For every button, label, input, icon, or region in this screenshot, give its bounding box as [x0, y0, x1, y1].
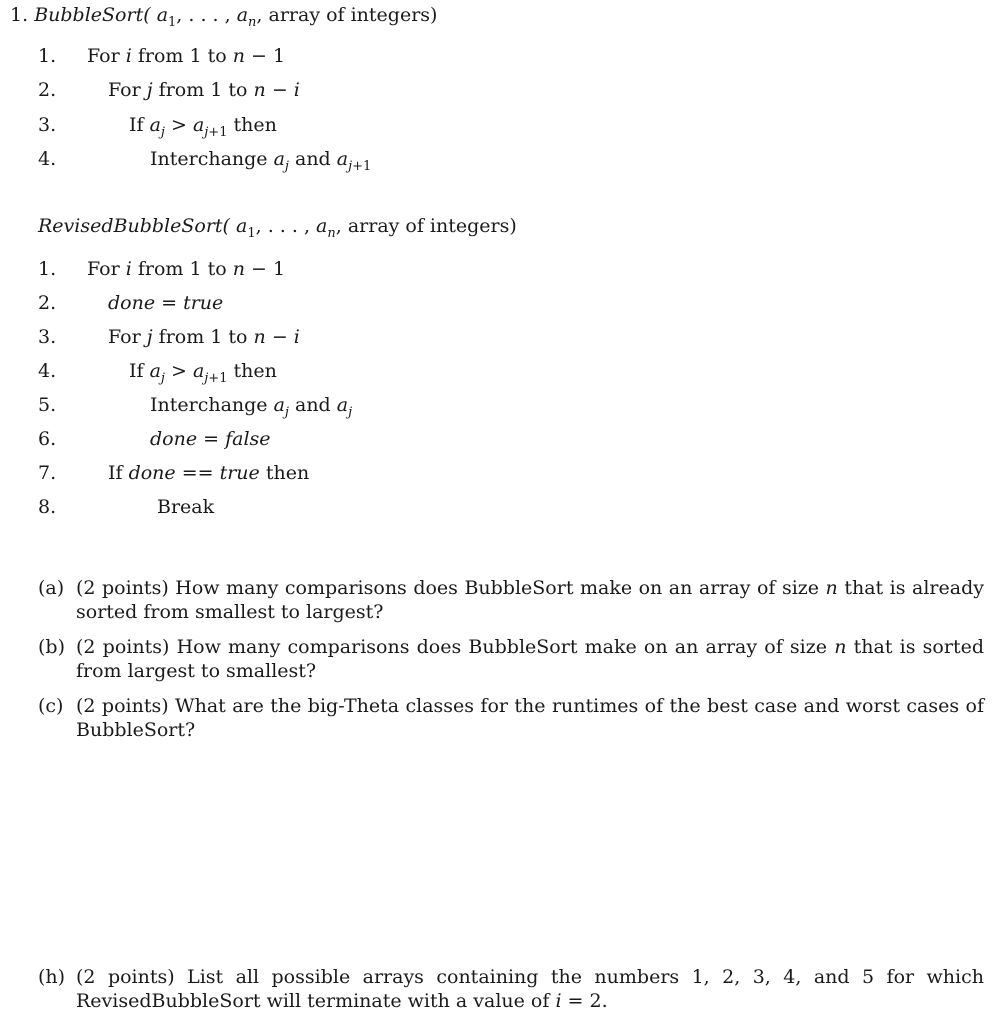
question-label: (c): [38, 695, 64, 717]
bubblesort-name: BubbleSort: [34, 4, 144, 26]
bubblesort-header: 1. BubbleSort( $a_1$, . . . , $a_n$, array of integers): [10, 4, 438, 30]
bubblesort-params: array of integers): [268, 4, 438, 26]
line-number: 5.: [38, 394, 57, 416]
rev-code-line-6: done = false: [150, 428, 271, 450]
problem-number: 1.: [10, 4, 29, 26]
question-label: (a): [38, 577, 65, 599]
question-c-text: (2 points) What are the big-Theta classes for the runtimes of the best case and worst cases of BubbleSort?: [76, 695, 984, 741]
question-label: (h): [38, 966, 66, 988]
revised-name: RevisedBubbleSort: [38, 215, 223, 237]
code-line-3: If $a_j > a_{j+1}$ then: [129, 114, 277, 140]
line-number: 7.: [38, 462, 57, 484]
code-line-4: Interchange $a_j$ and $a_{j+1}$: [150, 148, 372, 174]
line-number: 6.: [38, 428, 57, 450]
rev-code-line-5: Interchange $a_j$ and $a_j$: [150, 394, 353, 420]
revised-params: array of integers): [347, 215, 517, 237]
line-number: 3.: [38, 326, 57, 348]
line-number: 2.: [38, 292, 57, 314]
rev-code-line-4: If $a_j > a_{j+1}$ then: [129, 360, 277, 386]
rev-code-line-3: For j from 1 to n − i: [108, 326, 300, 348]
line-number: 2.: [38, 79, 57, 101]
question-a-text: (2 points) How many comparisons does BubbleSort make on an array of size n that is already sorted from smallest to largest?: [76, 577, 984, 623]
question-label: (b): [38, 636, 65, 658]
rev-code-line-8: Break: [157, 496, 215, 518]
rev-code-line-1: For i from 1 to n − 1: [87, 258, 286, 280]
line-number: 4.: [38, 148, 57, 170]
question-h-text: (2 points) List all possible arrays containing the numbers 1, 2, 3, 4, and 5 for which RevisedBubbleSort will terminate with a value of i = 2.: [76, 966, 984, 1012]
line-number: 4.: [38, 360, 57, 382]
line-number: 3.: [38, 114, 57, 136]
question-b-text: (2 points) How many comparisons does BubbleSort make on an array of size n that is sorted from largest to smallest?: [76, 636, 984, 682]
rev-code-line-2: done = true: [108, 292, 224, 314]
code-line-1: For i from 1 to n − 1: [87, 45, 286, 67]
rev-code-line-7: If done == true then: [108, 462, 310, 484]
line-number: 8.: [38, 496, 57, 518]
line-number: 1.: [38, 45, 57, 67]
line-number: 1.: [38, 258, 57, 280]
code-line-2: For j from 1 to n − i: [108, 79, 300, 101]
revised-header: RevisedBubbleSort( $a_1$, . . . , $a_n$, array of integers): [38, 215, 517, 241]
